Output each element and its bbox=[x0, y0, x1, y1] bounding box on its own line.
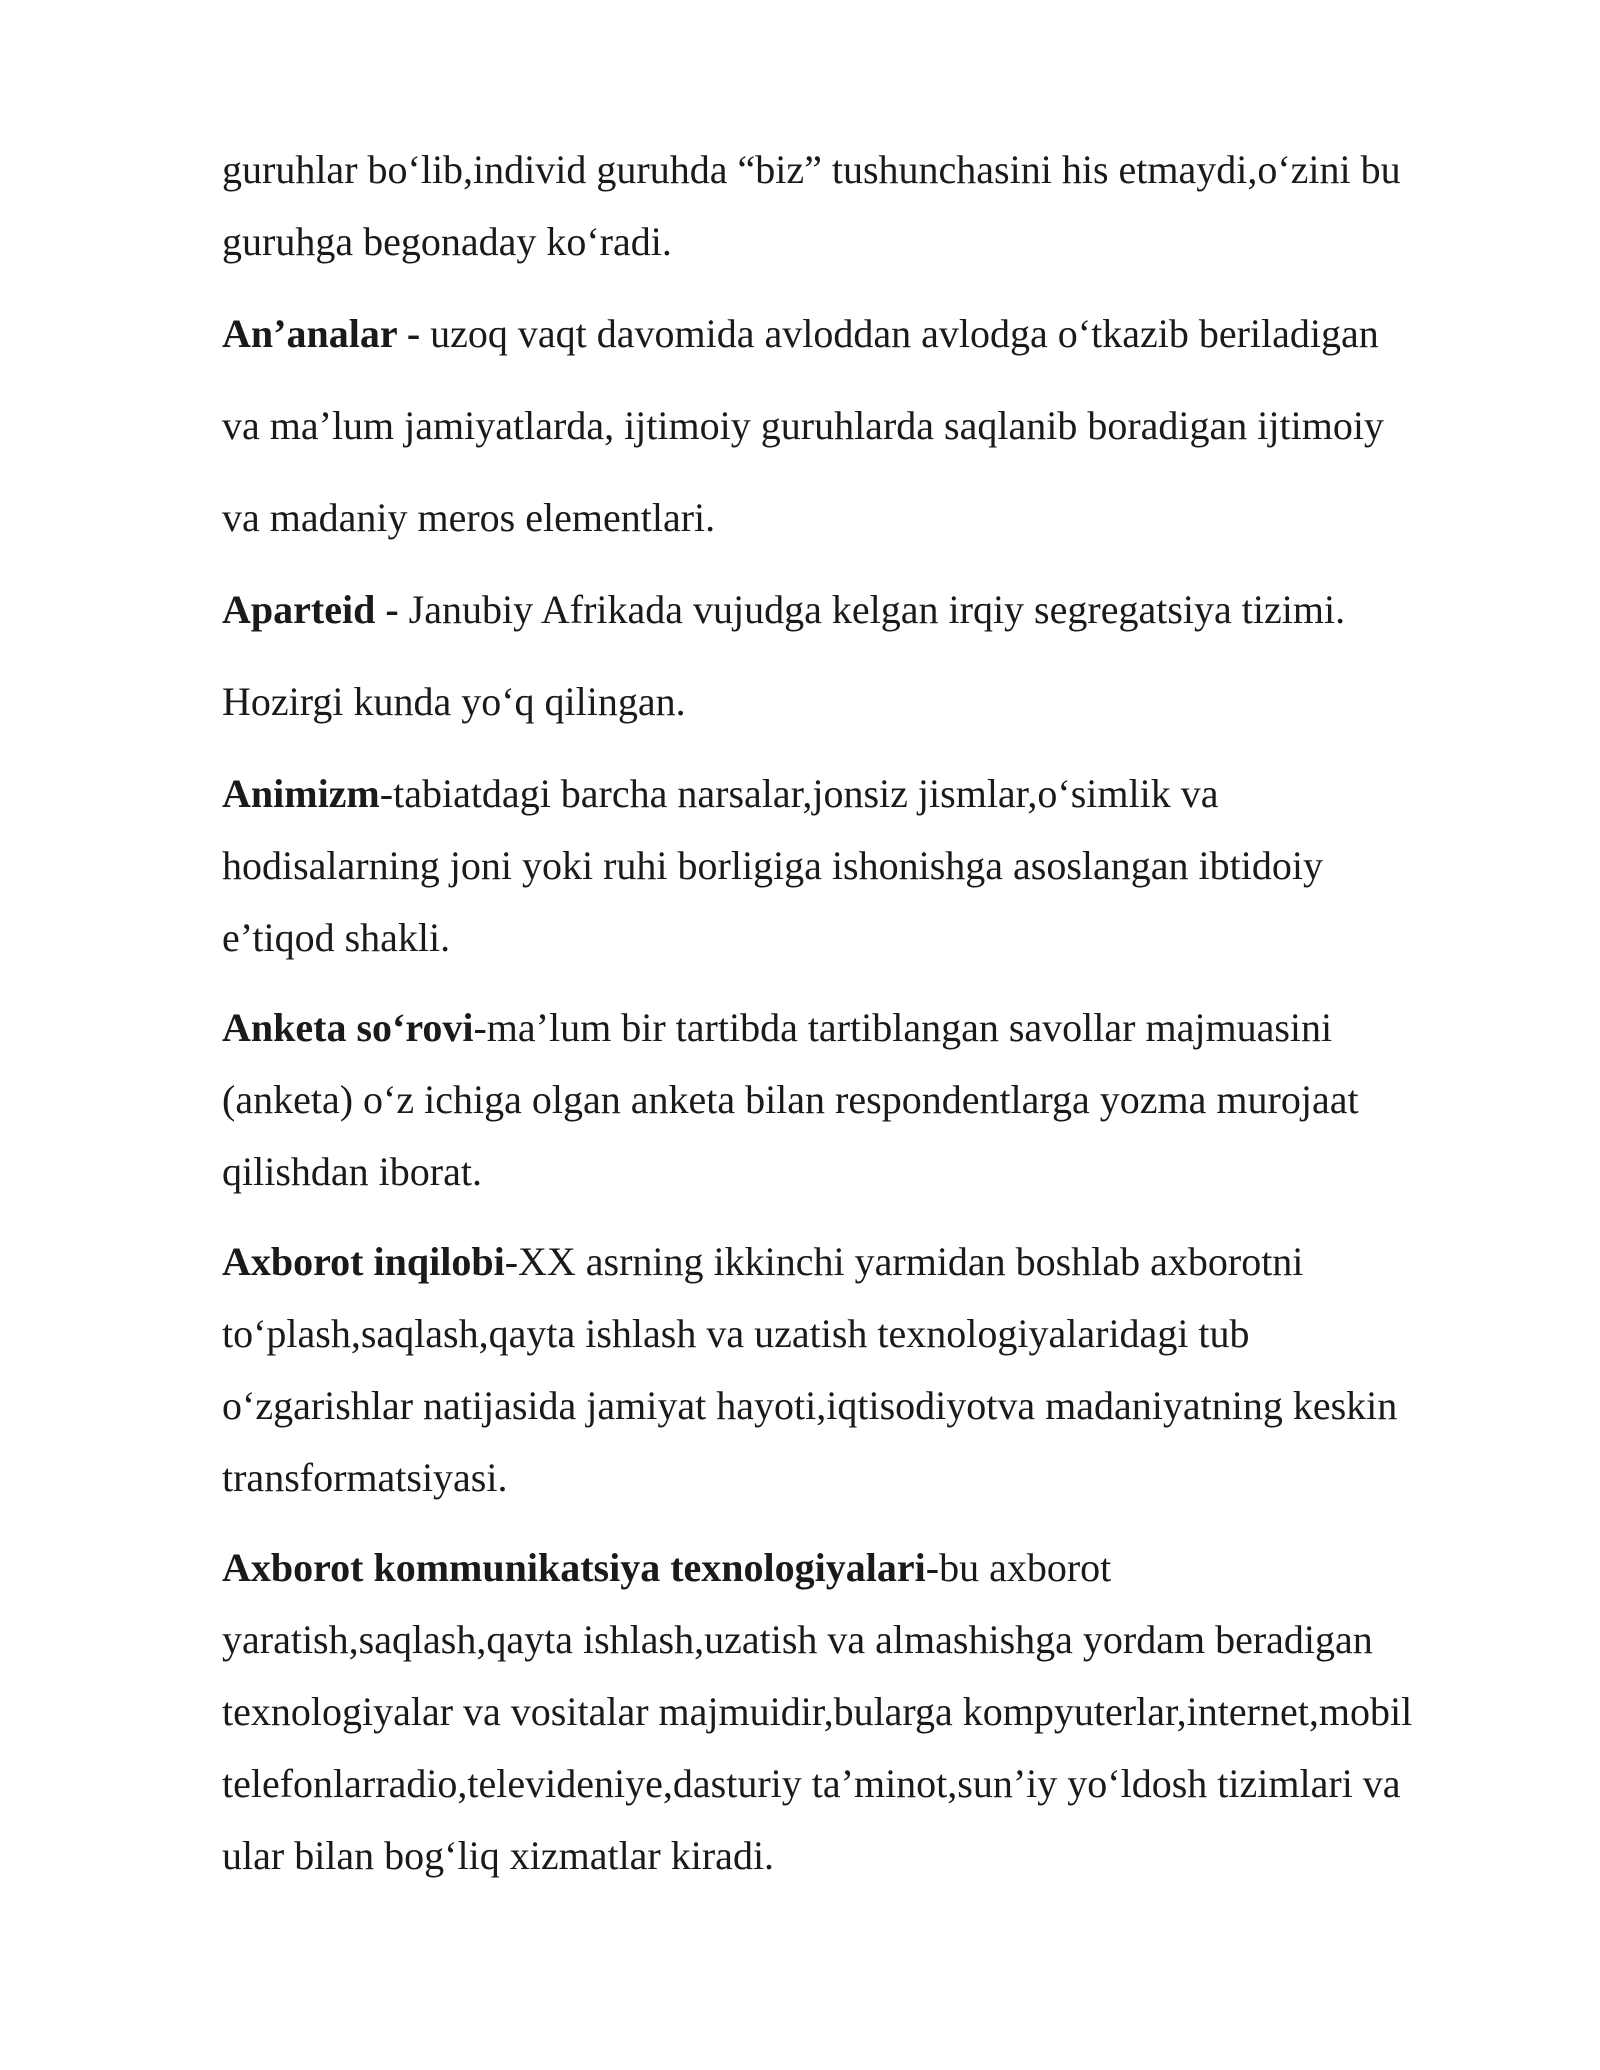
entry-aparteid-line-2: Hozirgi kunda yo‘q qilingan. bbox=[222, 679, 686, 724]
entry-akt-line-1 bbox=[222, 1544, 1111, 1592]
definition-text: uzoq vaqt davomida avloddan avlodga o‘tkazib beriladigan bbox=[420, 311, 1379, 356]
term-aparteid: Aparteid - bbox=[222, 587, 399, 632]
entry-animizm-line-1 bbox=[222, 770, 1219, 818]
term-ananalar: An’analar - bbox=[222, 311, 421, 356]
term-anketa-sorovi: Anketa so‘rovi bbox=[222, 1005, 474, 1050]
definition-text: -bu axborot bbox=[925, 1545, 1112, 1590]
entry-axborot-inqilobi-line-3: o‘zgarishlar natijasida jamiyat hayoti,iqtisodiyotva madaniyatning keskin bbox=[222, 1383, 1398, 1428]
definition-text: -tabiatdagi barcha narsalar,jonsiz jismlar,o‘simlik va bbox=[379, 771, 1219, 816]
term-axborot-inqilobi: Axborot inqilobi bbox=[222, 1239, 505, 1284]
entry-akt-line-3: texnologiyalar va vositalar majmuidir,bularga kompyuterlar,internet,mobil bbox=[222, 1689, 1413, 1734]
intro-line-1: guruhlar bo‘lib,individ guruhda “biz” tushunchasini his etmaydi,o‘zini bu bbox=[222, 147, 1401, 192]
entry-anketa-line-2: (anketa) o‘z ichiga olgan anketa bilan respondentlarga yozma murojaat bbox=[222, 1077, 1359, 1122]
term-axborot-kommunikatsiya: Axborot kommunikatsiya texnologiyalari bbox=[222, 1545, 926, 1590]
entry-anketa-line-1 bbox=[222, 1004, 1332, 1052]
entry-akt-line-5: ular bilan bog‘liq xizmatlar kiradi. bbox=[222, 1833, 775, 1878]
entry-ananalar-line-2: va ma’lum jamiyatlarda, ijtimoiy guruhlarda saqlanib boradigan ijtimoiy bbox=[222, 403, 1384, 448]
entry-axborot-inqilobi-line-2: to‘plash,saqlash,qayta ishlash va uzatish texnologiyalaridagi tub bbox=[222, 1311, 1250, 1356]
definition-text: -XX asrning ikkinchi yarmidan boshlab axborotni bbox=[504, 1239, 1304, 1284]
entry-akt-line-2: yaratish,saqlash,qayta ishlash,uzatish va almashishga yordam beradigan bbox=[222, 1617, 1373, 1662]
entry-animizm-line-2: hodisalarning joni yoki ruhi borligiga ishonishga asoslangan ibtidoiy bbox=[222, 843, 1323, 888]
definition-text: -ma’lum bir tartibda tartiblangan savollar majmuasini bbox=[473, 1005, 1333, 1050]
entry-ananalar-line-1 bbox=[222, 310, 1379, 358]
entry-axborot-inqilobi-line-4: transformatsiyasi. bbox=[222, 1455, 508, 1500]
term-animizm: Animizm bbox=[222, 771, 380, 816]
definition-text: Janubiy Afrikada vujudga kelgan irqiy segregatsiya tizimi. bbox=[398, 587, 1346, 632]
entry-ananalar-line-3: va madaniy meros elementlari. bbox=[222, 495, 716, 540]
entry-animizm-line-3: e’tiqod shakli. bbox=[222, 915, 451, 960]
entry-aparteid-line-1 bbox=[222, 586, 1345, 634]
entry-akt-line-4: telefonlarradio,televideniye,dasturiy ta’minot,sun’iy yo‘ldosh tizimlari va bbox=[222, 1761, 1401, 1806]
intro-line-2: guruhga begonaday ko‘radi. bbox=[222, 219, 672, 264]
entry-axborot-inqilobi-line-1 bbox=[222, 1238, 1303, 1286]
entry-anketa-line-3: qilishdan iborat. bbox=[222, 1149, 482, 1194]
